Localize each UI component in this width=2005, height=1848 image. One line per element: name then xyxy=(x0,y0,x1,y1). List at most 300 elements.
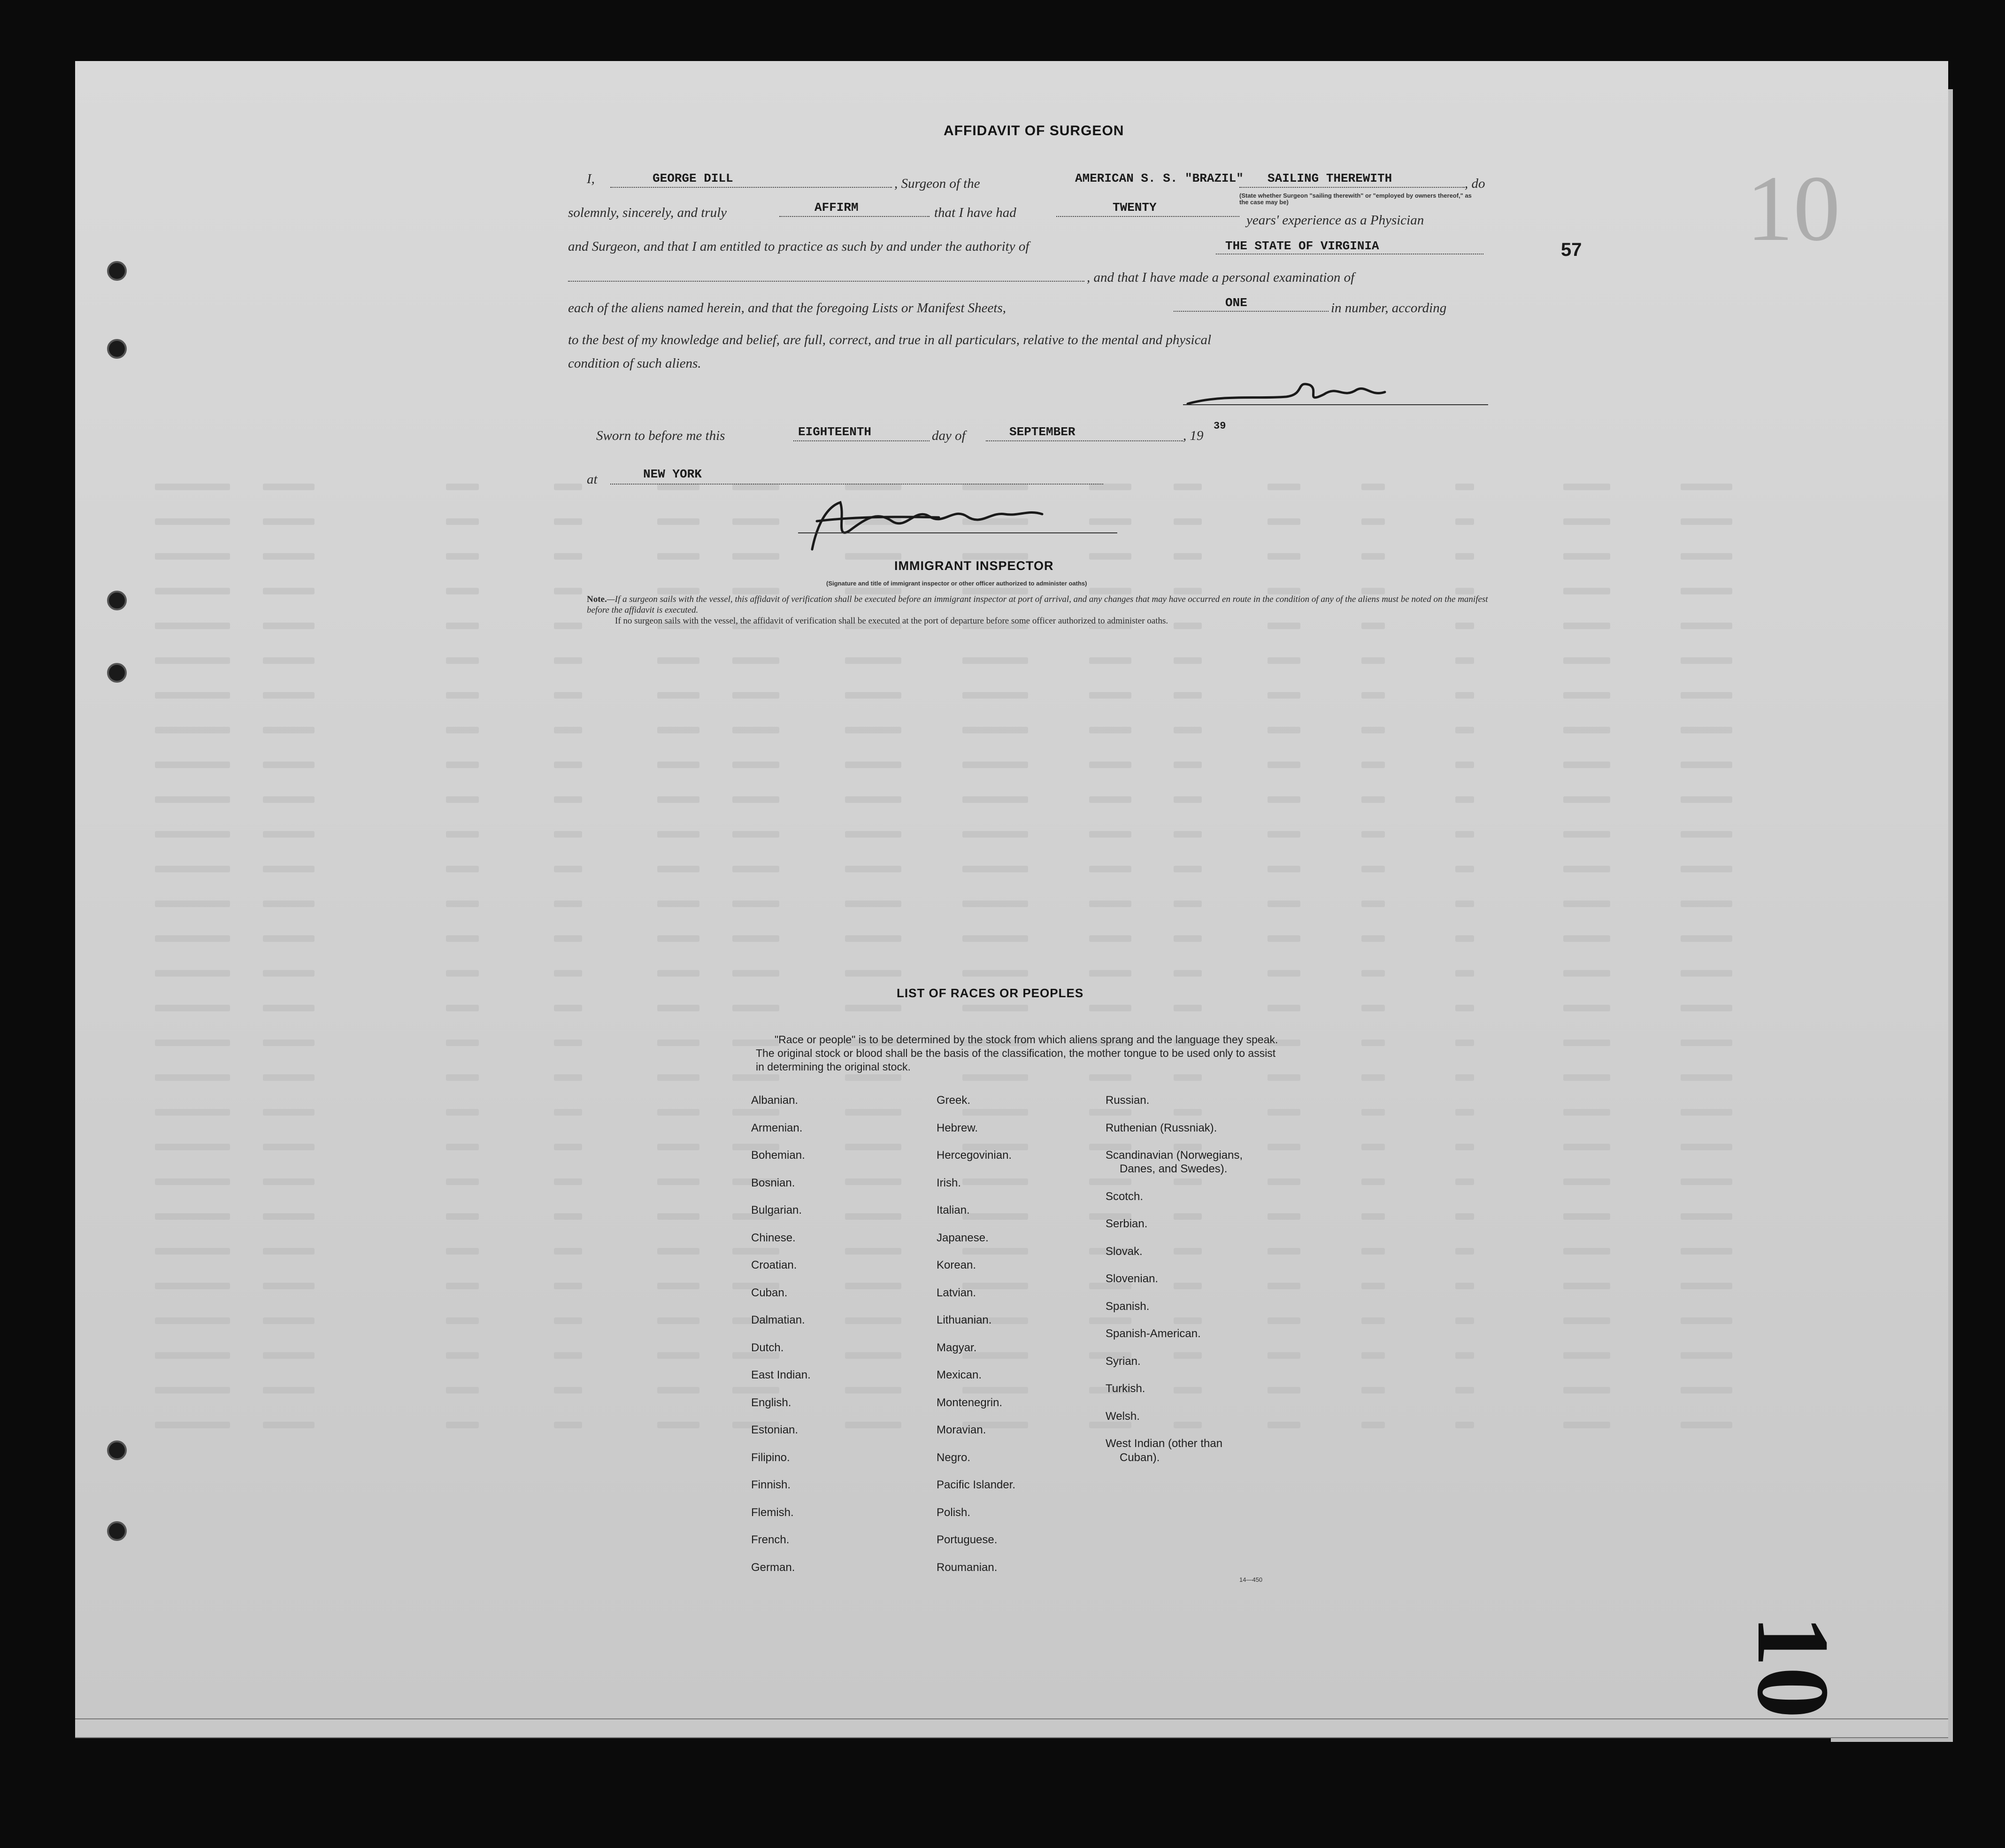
bleed-through-mark xyxy=(1361,1109,1385,1116)
bleed-through-mark xyxy=(962,1005,1028,1011)
race-item: Cuban). xyxy=(1120,1451,1160,1464)
bleed-through-mark xyxy=(845,866,901,872)
bleed-through-mark xyxy=(1681,1040,1732,1046)
race-item: Dutch. xyxy=(751,1341,784,1354)
bleed-through-mark xyxy=(657,831,699,838)
bleed-through-mark xyxy=(657,1317,699,1324)
bleed-through-mark xyxy=(446,518,479,525)
bleed-through-mark xyxy=(446,1422,479,1428)
bleed-through-mark xyxy=(554,623,582,629)
bleed-through-mark xyxy=(1563,1422,1610,1428)
bleed-through-mark xyxy=(446,901,479,907)
race-item: Roumanian. xyxy=(937,1561,998,1574)
bleed-through-mark xyxy=(1563,866,1610,872)
race-item: Polish. xyxy=(937,1506,971,1519)
bleed-through-mark xyxy=(1089,762,1131,768)
bleed-through-mark xyxy=(1174,762,1202,768)
race-item: Croatian. xyxy=(751,1259,797,1271)
race-item: Spanish-American. xyxy=(1106,1327,1201,1340)
bleed-through-mark xyxy=(732,1248,779,1255)
bleed-through-mark xyxy=(1361,553,1385,560)
bleed-through-mark xyxy=(1268,866,1300,872)
bleed-through-mark xyxy=(1563,1178,1610,1185)
bleed-through-mark xyxy=(845,657,901,664)
affidavit-in-number: in number, according xyxy=(1331,300,1447,316)
bleed-through-mark xyxy=(554,935,582,942)
bleed-through-mark xyxy=(657,588,699,594)
sheet-count: ONE xyxy=(1225,296,1247,310)
affidavit-years-physician: years' experience as a Physician xyxy=(1246,213,1424,228)
bleed-through-mark xyxy=(446,588,479,594)
bleed-through-mark xyxy=(155,1317,230,1324)
bleed-through-mark xyxy=(657,1040,699,1046)
binder-hole xyxy=(107,591,127,610)
bleed-through-mark xyxy=(1361,1352,1385,1359)
bleed-through-mark xyxy=(1361,1387,1385,1394)
bleed-through-mark xyxy=(1268,1109,1300,1116)
bleed-through-mark xyxy=(263,1248,315,1255)
bleed-through-mark xyxy=(446,1352,479,1359)
race-item: Estonian. xyxy=(751,1424,799,1436)
bleed-through-mark xyxy=(1268,588,1300,594)
bleed-through-mark xyxy=(1089,1109,1131,1116)
bleed-through-mark xyxy=(1361,1074,1385,1081)
bleed-through-mark xyxy=(263,1005,315,1011)
inspector-signature xyxy=(798,488,1127,559)
bleed-through-mark xyxy=(657,866,699,872)
bleed-through-mark xyxy=(1174,588,1202,594)
sailing-caption: (State whether Surgeon "sailing therewith" or "employed by owners thereof," as the case may be) xyxy=(1239,192,1472,206)
bleed-through-mark xyxy=(155,1109,230,1116)
bleed-through-mark xyxy=(962,1387,1028,1394)
bleed-through-mark xyxy=(1268,1248,1300,1255)
bleed-through-mark xyxy=(1174,1422,1202,1428)
race-item: Lithuanian. xyxy=(937,1314,992,1326)
bleed-through-mark xyxy=(1174,935,1202,942)
bleed-through-mark xyxy=(554,1352,582,1359)
bleed-through-mark xyxy=(1361,1213,1385,1220)
bleed-through-mark xyxy=(1361,1144,1385,1150)
bleed-through-mark xyxy=(1455,1317,1474,1324)
bleed-through-mark xyxy=(732,796,779,803)
bleed-through-mark xyxy=(1455,762,1474,768)
race-item: Finnish. xyxy=(751,1478,791,1491)
bleed-through-mark xyxy=(1681,1005,1732,1011)
bleed-through-mark xyxy=(155,1248,230,1255)
bleed-through-mark xyxy=(155,1074,230,1081)
race-item: Pacific Islander. xyxy=(937,1478,1016,1491)
bleed-through-mark xyxy=(657,1074,699,1081)
bleed-through-mark xyxy=(845,727,901,733)
race-item: East Indian. xyxy=(751,1369,811,1381)
bleed-through-mark xyxy=(845,1074,901,1081)
bleed-through-mark xyxy=(1681,1213,1732,1220)
bleed-through-mark xyxy=(1455,831,1474,838)
bleed-through-mark xyxy=(732,588,779,594)
bleed-through-mark xyxy=(263,1074,315,1081)
bleed-through-mark xyxy=(446,831,479,838)
bleed-through-mark xyxy=(263,935,315,942)
bleed-through-mark xyxy=(446,1283,479,1289)
bleed-through-mark xyxy=(263,484,315,490)
bleed-through-mark xyxy=(263,692,315,699)
bleed-through-mark xyxy=(554,657,582,664)
bleed-through-mark xyxy=(446,1178,479,1185)
binder-hole xyxy=(107,1440,127,1460)
bleed-through-mark xyxy=(1563,657,1610,664)
bleed-through-mark xyxy=(263,1317,315,1324)
bleed-through-mark xyxy=(1455,1387,1474,1394)
race-item: Korean. xyxy=(937,1259,976,1271)
bleed-through-mark xyxy=(554,518,582,525)
bleed-through-mark xyxy=(657,1422,699,1428)
bleed-through-mark xyxy=(657,935,699,942)
bleed-through-mark xyxy=(263,588,315,594)
bleed-through-mark xyxy=(845,1352,901,1359)
bleed-through-mark xyxy=(1268,553,1300,560)
race-item: Negro. xyxy=(937,1451,971,1464)
bleed-through-mark xyxy=(657,796,699,803)
race-item: Mexican. xyxy=(937,1369,982,1381)
bleed-through-mark xyxy=(1089,1005,1131,1011)
bleed-through-mark xyxy=(446,935,479,942)
bleed-through-mark xyxy=(962,588,1028,594)
bleed-through-mark xyxy=(845,831,901,838)
bleed-through-mark xyxy=(845,1109,901,1116)
bleed-through-mark xyxy=(554,970,582,977)
bleed-through-mark xyxy=(1563,692,1610,699)
race-item: Bohemian. xyxy=(751,1149,805,1162)
bleed-through-mark xyxy=(1681,1422,1732,1428)
affidavit-do: , do xyxy=(1465,176,1485,191)
bleed-through-mark xyxy=(554,588,582,594)
race-item: Greek. xyxy=(937,1094,971,1107)
bleed-through-mark xyxy=(1563,623,1610,629)
bleed-through-mark xyxy=(1455,1213,1474,1220)
bleed-through-mark xyxy=(554,1178,582,1185)
bleed-through-mark xyxy=(155,484,230,490)
bleed-through-mark xyxy=(1174,1178,1202,1185)
bleed-through-mark xyxy=(155,901,230,907)
bleed-through-mark xyxy=(845,935,901,942)
bleed-through-mark xyxy=(1681,831,1732,838)
bleed-through-mark xyxy=(446,657,479,664)
bleed-through-mark xyxy=(732,831,779,838)
bleed-through-mark xyxy=(1089,588,1131,594)
bleed-through-mark xyxy=(1174,1109,1202,1116)
bleed-through-mark xyxy=(657,1109,699,1116)
bleed-through-mark xyxy=(554,1422,582,1428)
bleed-through-mark xyxy=(554,1317,582,1324)
bleed-through-mark xyxy=(155,831,230,838)
bleed-through-mark xyxy=(1361,970,1385,977)
bleed-through-mark xyxy=(1361,727,1385,733)
bleed-through-mark xyxy=(446,866,479,872)
bleed-through-mark xyxy=(1455,484,1474,490)
bleed-through-mark xyxy=(1268,1005,1300,1011)
bleed-through-mark xyxy=(1361,1422,1385,1428)
bleed-through-mark xyxy=(446,796,479,803)
bleed-through-mark xyxy=(1455,692,1474,699)
bleed-through-mark xyxy=(446,762,479,768)
race-item: West Indian (other than xyxy=(1106,1437,1223,1450)
race-item: Scandinavian (Norwegians, xyxy=(1106,1149,1243,1162)
bleed-through-mark xyxy=(1681,553,1732,560)
bleed-through-mark xyxy=(657,970,699,977)
bleed-through-mark xyxy=(263,727,315,733)
bleed-through-mark xyxy=(1174,1317,1202,1324)
bleed-through-mark xyxy=(155,588,230,594)
bleed-through-mark xyxy=(1174,901,1202,907)
bleed-through-mark xyxy=(1681,1352,1732,1359)
bleed-through-mark xyxy=(1455,1178,1474,1185)
bleed-through-mark xyxy=(657,1248,699,1255)
bleed-through-mark xyxy=(263,553,315,560)
bleed-through-mark xyxy=(845,762,901,768)
bleed-through-mark xyxy=(962,866,1028,872)
bleed-through-mark xyxy=(732,1005,779,1011)
bleed-through-mark xyxy=(263,866,315,872)
affidavit-surgeon-of: , Surgeon of the xyxy=(894,176,980,191)
race-item: Montenegrin. xyxy=(937,1396,1003,1409)
bleed-through-mark xyxy=(732,1109,779,1116)
bleed-through-mark xyxy=(1174,831,1202,838)
bleed-through-mark xyxy=(1455,866,1474,872)
race-item: Albanian. xyxy=(751,1094,799,1107)
bleed-through-mark xyxy=(1174,657,1202,664)
bleed-through-mark xyxy=(845,1144,901,1150)
bleed-through-mark xyxy=(1681,623,1732,629)
race-item: Cuban. xyxy=(751,1286,788,1299)
bleed-through-mark xyxy=(263,831,315,838)
bleed-through-mark xyxy=(845,588,901,594)
bleed-through-mark xyxy=(1089,727,1131,733)
bleed-through-mark xyxy=(845,970,901,977)
bleed-through-mark xyxy=(155,692,230,699)
bleed-through-mark xyxy=(446,1074,479,1081)
bleed-through-mark xyxy=(155,1005,230,1011)
affidavit-note xyxy=(587,594,1488,626)
race-item: Moravian. xyxy=(937,1424,986,1436)
bleed-through-mark xyxy=(1681,970,1732,977)
race-item: Welsh. xyxy=(1106,1409,1140,1423)
page-edge xyxy=(75,1718,1948,1719)
race-item: Latvian. xyxy=(937,1286,976,1299)
race-item: Slovak. xyxy=(1106,1245,1143,1258)
bleed-through-mark xyxy=(554,1040,582,1046)
bleed-through-mark xyxy=(1681,1144,1732,1150)
bleed-through-mark xyxy=(1174,1283,1202,1289)
sailing-status: SAILING THEREWITH xyxy=(1268,171,1392,185)
note-text-2: If no surgeon sails with the vessel, the affidavit of verification shall be executed at the port of departure before some officer authorized to administer oaths. xyxy=(615,616,1168,626)
bleed-through-mark xyxy=(554,1248,582,1255)
bleed-through-mark xyxy=(1681,901,1732,907)
bleed-through-mark xyxy=(554,1213,582,1220)
bleed-through-mark xyxy=(845,692,901,699)
race-item: Japanese. xyxy=(937,1231,989,1244)
bleed-through-mark xyxy=(155,1213,230,1220)
bleed-through-mark xyxy=(962,762,1028,768)
sheet-number-faded: 10 xyxy=(1746,157,1840,261)
bleed-through-mark xyxy=(732,970,779,977)
bleed-through-mark xyxy=(263,1422,315,1428)
bleed-through-mark xyxy=(554,1387,582,1394)
bleed-through-mark xyxy=(657,1352,699,1359)
bleed-through-mark xyxy=(1268,727,1300,733)
bleed-through-mark xyxy=(1361,1040,1385,1046)
bleed-through-mark xyxy=(1563,1109,1610,1116)
bleed-through-mark xyxy=(1268,1387,1300,1394)
bleed-through-mark xyxy=(1455,1109,1474,1116)
bleed-through-mark xyxy=(657,1213,699,1220)
bleed-through-mark xyxy=(263,518,315,525)
bleed-through-mark xyxy=(1563,796,1610,803)
bleed-through-mark xyxy=(1681,1317,1732,1324)
bleed-through-mark xyxy=(263,762,315,768)
bleed-through-mark xyxy=(554,484,582,490)
bleed-through-mark xyxy=(962,935,1028,942)
bleed-through-mark xyxy=(1089,1317,1131,1324)
bleed-through-mark xyxy=(1268,796,1300,803)
sworn-place: NEW YORK xyxy=(643,467,702,481)
bleed-through-mark xyxy=(1681,1283,1732,1289)
bleed-through-mark xyxy=(554,553,582,560)
affidavit-that-i-have-had: that I have had xyxy=(934,205,1016,220)
bleed-through-mark xyxy=(1174,484,1202,490)
race-item: Italian. xyxy=(937,1204,970,1217)
bleed-through-mark xyxy=(1174,1352,1202,1359)
bleed-through-mark xyxy=(962,692,1028,699)
bleed-through-mark xyxy=(263,1283,315,1289)
bleed-through-mark xyxy=(1268,1317,1300,1324)
bleed-through-mark xyxy=(1681,692,1732,699)
race-item: Portuguese. xyxy=(937,1533,998,1546)
bleed-through-mark xyxy=(657,727,699,733)
bleed-through-mark xyxy=(845,796,901,803)
sworn-year-prefix: , 19 xyxy=(1183,428,1204,443)
bleed-through-mark xyxy=(657,692,699,699)
binder-hole xyxy=(107,663,127,683)
page-edge xyxy=(75,1737,1948,1738)
bleed-through-mark xyxy=(962,1109,1028,1116)
race-item: Turkish. xyxy=(1106,1382,1145,1395)
bleed-through-mark xyxy=(1455,1422,1474,1428)
bleed-through-mark xyxy=(554,901,582,907)
bleed-through-mark xyxy=(1563,901,1610,907)
bleed-through-mark xyxy=(1563,1317,1610,1324)
bleed-through-mark xyxy=(1174,692,1202,699)
bleed-through-mark xyxy=(1681,762,1732,768)
bleed-through-mark xyxy=(155,970,230,977)
race-item: Bulgarian. xyxy=(751,1204,802,1217)
bleed-through-mark xyxy=(1455,935,1474,942)
bleed-through-mark xyxy=(657,1005,699,1011)
bleed-through-mark xyxy=(1455,553,1474,560)
bleed-through-mark xyxy=(1361,1248,1385,1255)
note-text: —If a surgeon sails with the vessel, this affidavit of verification shall be executed before an immigrant inspector at port of arrival, and any changes that may have occurred en route in the condition of any of the aliens must be noted on the manifest before the affidavit is executed. xyxy=(587,594,1488,615)
bleed-through-mark xyxy=(732,657,779,664)
bleed-through-mark xyxy=(155,727,230,733)
bleed-through-mark xyxy=(446,1213,479,1220)
bleed-through-mark xyxy=(1089,901,1131,907)
bleed-through-mark xyxy=(446,1109,479,1116)
bleed-through-mark xyxy=(263,1109,315,1116)
bleed-through-mark xyxy=(554,1074,582,1081)
races-paragraph: "Race or people" is to be determined by the stock from which aliens sprang and the language they speak. The original stock or blood shall be the basis of the classification, the mother tongue to be used only to assist in determining the original stock. xyxy=(756,1033,1278,1073)
bleed-through-mark xyxy=(446,1317,479,1324)
bleed-through-mark xyxy=(263,1213,315,1220)
bleed-through-mark xyxy=(1681,935,1732,942)
bleed-through-mark xyxy=(1174,1074,1202,1081)
race-item: Chinese. xyxy=(751,1231,796,1244)
bleed-through-mark xyxy=(1361,831,1385,838)
affidavit-i: I, xyxy=(587,171,595,186)
bleed-through-mark xyxy=(1361,484,1385,490)
bleed-through-mark xyxy=(263,901,315,907)
bleed-through-mark xyxy=(1089,831,1131,838)
bleed-through-mark xyxy=(1681,796,1732,803)
bleed-through-mark xyxy=(962,1213,1028,1220)
bleed-through-mark xyxy=(1455,1352,1474,1359)
bleed-through-mark xyxy=(1174,970,1202,977)
bleed-through-mark xyxy=(657,484,699,490)
bleed-through-mark xyxy=(446,484,479,490)
surgeon-name: GEORGE DILL xyxy=(653,171,733,185)
bleed-through-mark xyxy=(657,762,699,768)
bleed-through-mark xyxy=(1268,831,1300,838)
bleed-through-mark xyxy=(962,657,1028,664)
bleed-through-mark xyxy=(1563,518,1610,525)
bleed-through-mark xyxy=(1268,692,1300,699)
bleed-through-mark xyxy=(263,1178,315,1185)
bleed-through-mark xyxy=(1268,970,1300,977)
bleed-through-mark xyxy=(1681,518,1732,525)
bleed-through-mark xyxy=(554,727,582,733)
bleed-through-mark xyxy=(845,901,901,907)
binder-hole xyxy=(107,1521,127,1541)
bleed-through-mark xyxy=(657,1283,699,1289)
bleed-through-mark xyxy=(263,1352,315,1359)
form-code: 14—450 xyxy=(1239,1576,1263,1583)
bleed-through-mark xyxy=(657,1387,699,1394)
bleed-through-mark xyxy=(554,1005,582,1011)
race-item: Flemish. xyxy=(751,1506,794,1519)
bleed-through-mark xyxy=(155,623,230,629)
bleed-through-mark xyxy=(1268,518,1300,525)
bleed-through-mark xyxy=(1455,901,1474,907)
race-item: Armenian. xyxy=(751,1121,803,1134)
bleed-through-mark xyxy=(1174,796,1202,803)
bleed-through-mark xyxy=(1681,1178,1732,1185)
bleed-through-mark xyxy=(446,692,479,699)
race-item: Hercegovinian. xyxy=(937,1149,1012,1162)
bleed-through-mark xyxy=(155,518,230,525)
bleed-through-mark xyxy=(1268,1283,1300,1289)
bleed-through-mark xyxy=(155,1178,230,1185)
bleed-through-mark xyxy=(1361,1005,1385,1011)
bleed-through-mark xyxy=(263,657,315,664)
bleed-through-mark xyxy=(1681,588,1732,594)
bleed-through-mark xyxy=(1174,727,1202,733)
bleed-through-mark xyxy=(1361,866,1385,872)
bleed-through-mark xyxy=(1089,692,1131,699)
sworn-at: at xyxy=(587,472,598,487)
bleed-through-mark xyxy=(1089,935,1131,942)
affidavit-manifest-sheets: each of the aliens named herein, and that the foregoing Lists or Manifest Sheets, xyxy=(568,300,1006,316)
bleed-through-mark xyxy=(732,762,779,768)
bleed-through-mark xyxy=(1563,1213,1610,1220)
bleed-through-mark xyxy=(1455,518,1474,525)
